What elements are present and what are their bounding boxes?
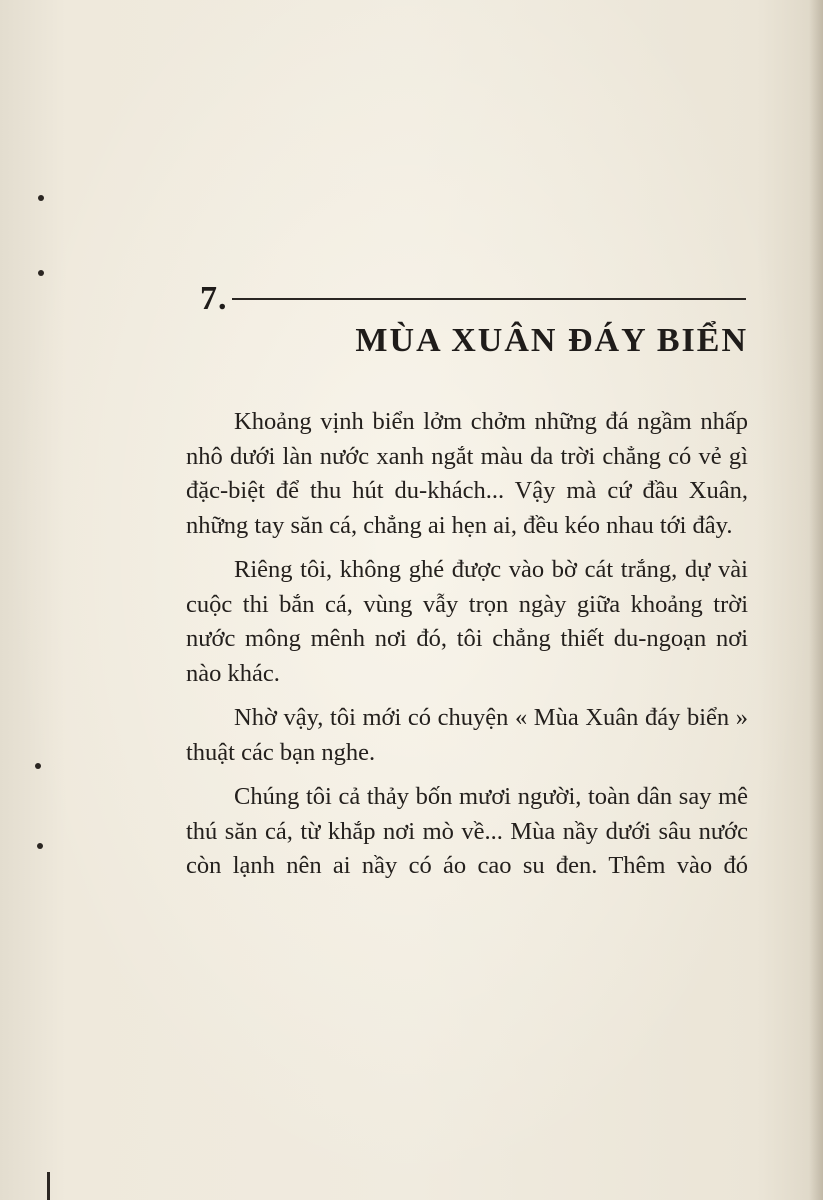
binding-hole (35, 763, 41, 769)
chapter-rule (232, 298, 746, 300)
binding-hole (37, 843, 43, 849)
binding-hole (38, 270, 44, 276)
chapter-title: MÙA XUÂN ĐÁY BIỂN (355, 322, 748, 359)
chapter-number: 7. (200, 280, 228, 317)
paragraph: Khoảng vịnh biển lởm chởm những đá ngầm nhấp nhô dưới làn nước xanh ngắt màu da trời chẳng có vẻ gì đặc-biệt để thu hút du-khách... Vậy mà cứ đầu Xuân, những tay săn cá, chẳng ai hẹn ai, đều kéo nhau tới đây. (186, 408, 748, 539)
page-edge-shadow (809, 0, 823, 1200)
body-text (186, 405, 748, 894)
binding-mark (47, 1172, 50, 1200)
binding-hole (38, 195, 44, 201)
paragraph: Chúng tôi cả thảy bốn mươi người, toàn dân say mê thú săn cá, từ khắp nơi mò về... Mùa nầy dưới sâu nước còn lạnh nên ai nầy có áo cao su đen. Thêm vào đó (186, 783, 748, 879)
paragraph: Nhờ vậy, tôi mới có chuyện « Mùa Xuân đáy biển » thuật các bạn nghe. (186, 704, 748, 766)
paragraph: Riêng tôi, không ghé được vào bờ cát trắng, dự vài cuộc thi bắn cá, vùng vẫy trọn ngày giữa khoảng trời nước mông mênh nơi đó, tôi chẳng thiết du-ngoạn nơi nào khác. (186, 556, 748, 687)
